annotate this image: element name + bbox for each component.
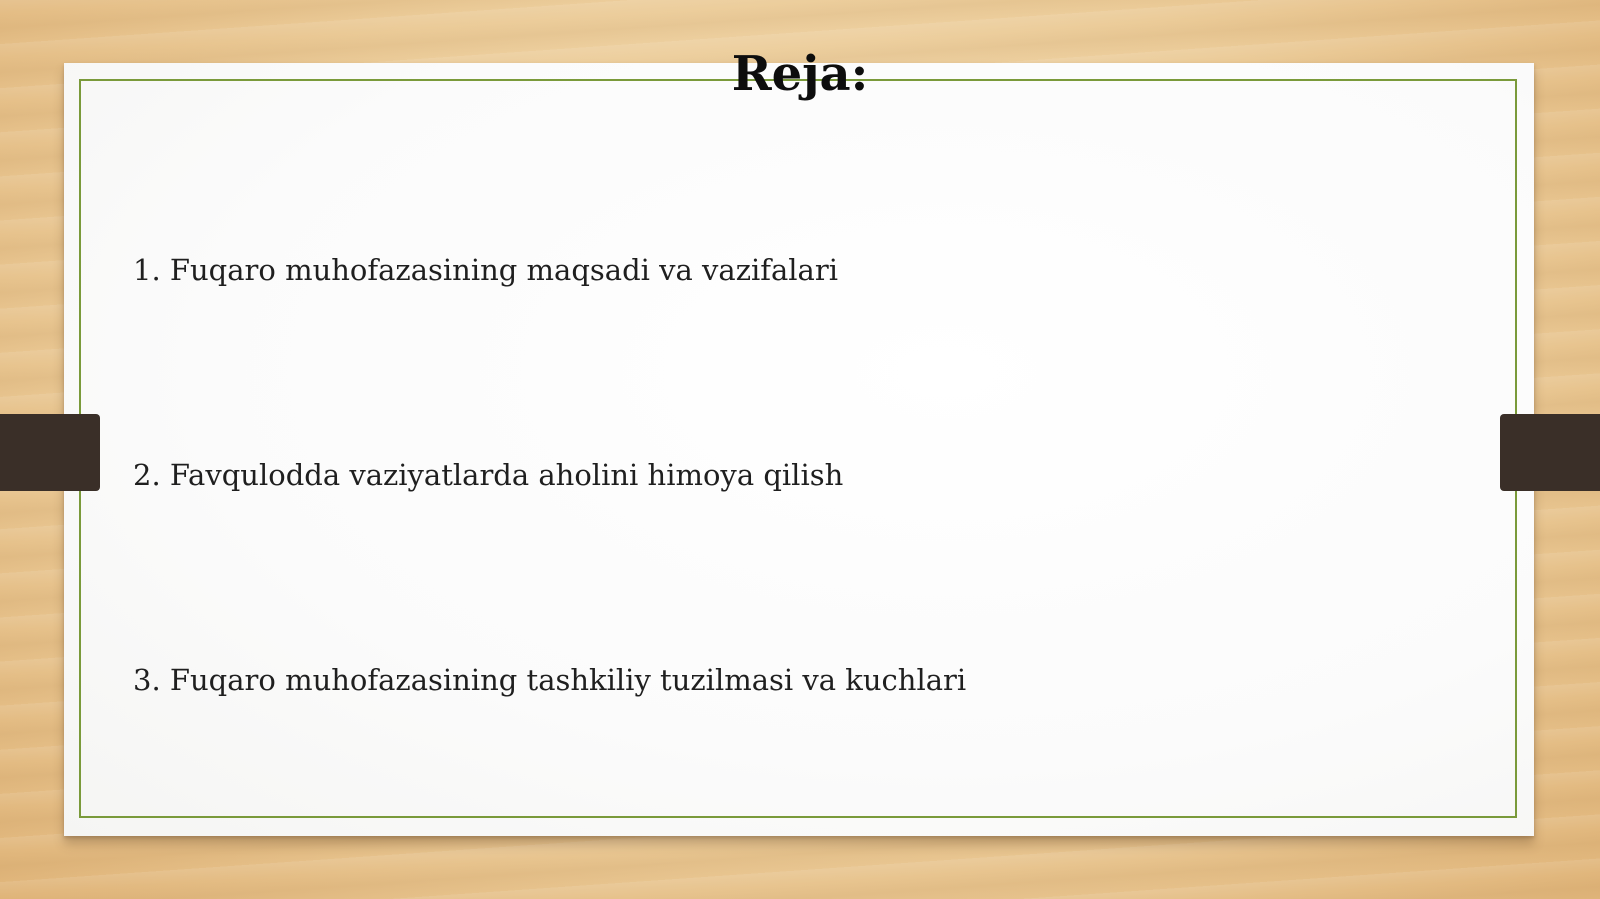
agenda-item-2: 2. Favqulodda vaziyatlarda aholini himoya qilish	[133, 458, 844, 492]
agenda-item-3: 3. Fuqaro muhofazasining tashkiliy tuzilmasi va kuchlari	[133, 663, 967, 697]
slide-title: Reja:	[731, 46, 869, 102]
left-binder-clip	[0, 414, 100, 491]
slide-title-container	[0, 38, 1600, 110]
right-binder-clip	[1500, 414, 1600, 491]
agenda-item-1: 1. Fuqaro muhofazasining maqsadi va vazifalari	[133, 253, 838, 287]
slide-frame	[79, 79, 1517, 818]
